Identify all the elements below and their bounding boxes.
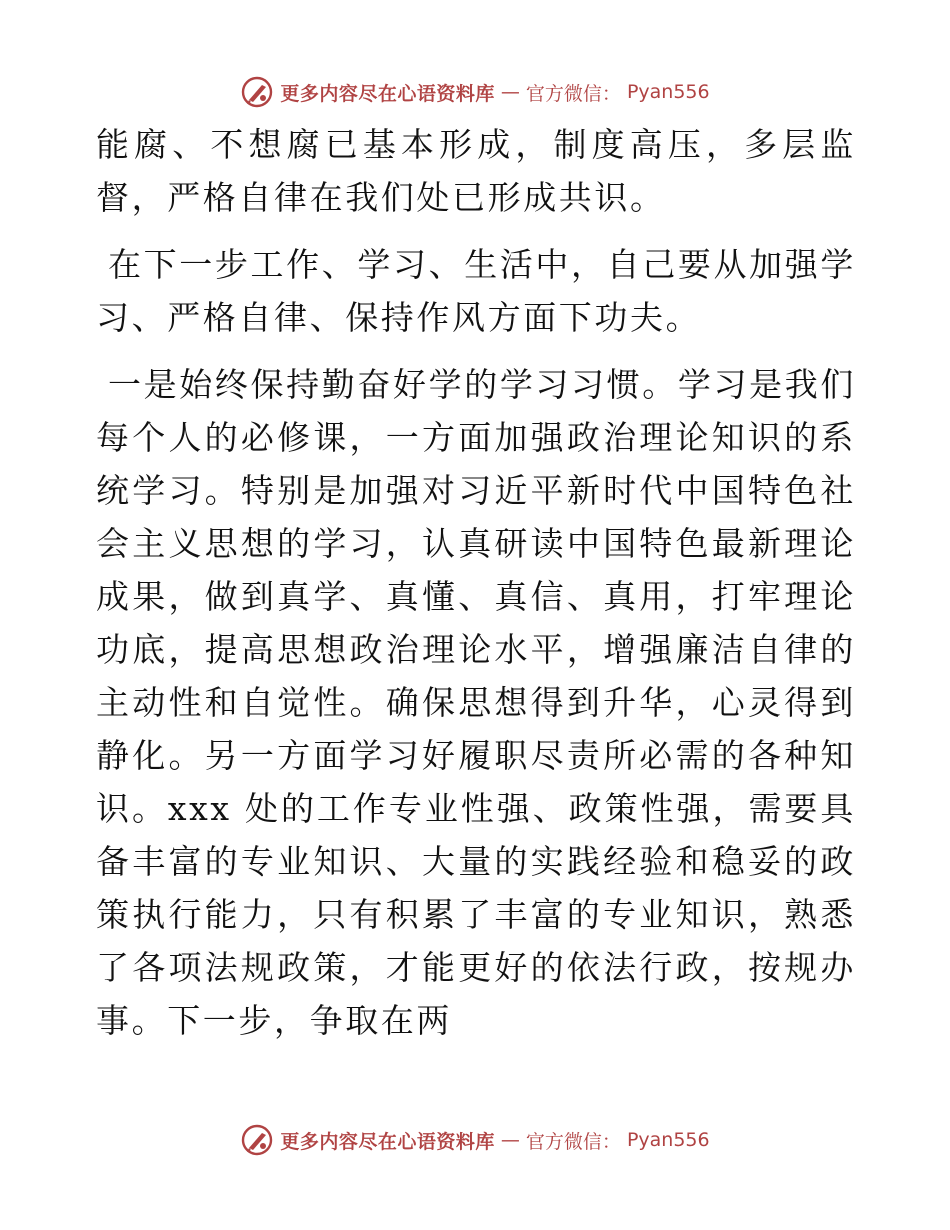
footer-wechat-id: Pyan556 xyxy=(626,1129,710,1151)
quill-logo-icon xyxy=(240,75,274,109)
header-wechat-id: Pyan556 xyxy=(626,81,710,103)
header-wechat-label: 官方微信： xyxy=(525,82,621,105)
header-brand-text: 更多内容尽在心语资料库 xyxy=(280,82,495,105)
footer-separator: — xyxy=(500,1129,520,1151)
header-separator: — xyxy=(500,81,520,103)
quill-logo-icon xyxy=(240,1123,274,1157)
document-body xyxy=(96,118,856,1047)
footer-banner xyxy=(0,1120,950,1160)
footer-wechat-label: 官方微信： xyxy=(525,1130,621,1153)
paragraph-3: 一是始终保持勤奋好学的学习习惯。学习是我们每个人的必修课，一方面加强政治理论知识的系统学习。特别是加强对习近平新时代中国特色社会主义思想的学习，认真研读中国特色最新理论成果，做到真学、真懂、真信、真用，打牢理论功底，提高思想政治理论水平，增强廉洁自律的主动性和自觉性。确保思想得到升华，心灵得到静化。另一方面学习好履职尽责所必需的各种知识。xxx 处的工作专业性强、政策性强，需要具备丰富的专业知识、大量的实践经验和稳妥的政策执行能力，只有积累了丰富的专业知识，熟悉了各项法规政策，才能更好的依法行政，按规办事。下一步，争取在两 xyxy=(96,365,856,1040)
paragraph-1: 能腐、不想腐已基本形成，制度高压，多层监督，严格自律在我们处已形成共识。 xyxy=(96,125,856,217)
footer-brand-text: 更多内容尽在心语资料库 xyxy=(280,1130,495,1153)
header-banner xyxy=(0,72,950,112)
paragraph-2: 在下一步工作、学习、生活中，自己要从加强学习、严格自律、保持作风方面下功夫。 xyxy=(96,245,856,337)
